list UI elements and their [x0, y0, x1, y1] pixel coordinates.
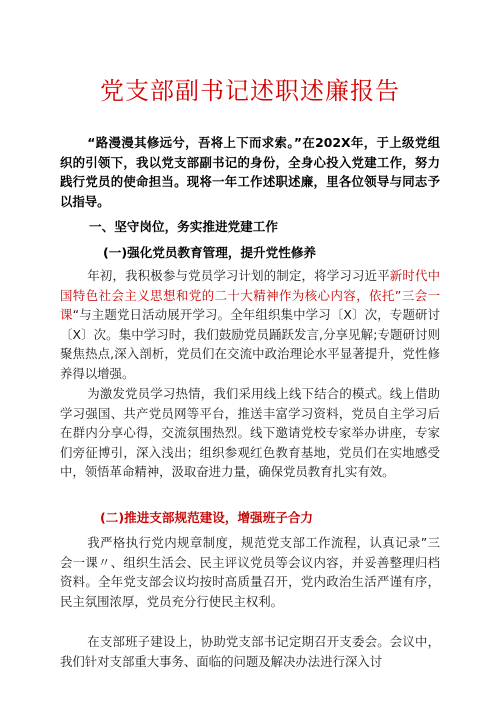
paragraph-1-text-a: 年初，我积极参与党员学习计划的制定，将学习习近平: [87, 268, 390, 283]
paragraph-3: 我严格执行党内规章制度，规范党支部工作流程，认真记录”三会一课〃、组织生活会、民主评议党员等会议内容，并妥善整理归档资料。全年党支部会议均按时高质量召开，党内政治生活严谨有序，民主氛围浓厚，党员充分行使民主权利。: [60, 535, 440, 609]
section-1-heading: 一、坚守岗位，务实推进党建工作: [89, 219, 278, 234]
paragraph-1-text-b: “与主题党日活动展开学习。全年组织集中学习〔X〕次，专题研讨〔X〕次。集中学习时，我们鼓励党员踊跃发言,分享见解;专题研讨则聚焦热点,深入剖析，党员们在交流中政治理论水平显著提升，党性修养得以增强。: [60, 307, 440, 381]
paragraph-1: [60, 266, 440, 383]
subsection-1-heading: (一)强化党员教育管理，提升党性修养: [103, 245, 317, 260]
paragraph-1-red-text: 新时代中国特色社会主义思想和党的二十大精神作为核心内容，依托”三会一课: [60, 268, 441, 322]
document-title: 党支部副书记述职述廉报告: [100, 77, 400, 105]
paragraph-4: 在支部班子建设上，协助党支部书记定期召开支委会。会议中，我们针对支部重大事务、面临的问题及解决办法进行深入讨: [60, 634, 440, 669]
subsection-2-heading: (二)推进支部规范建设，增强班子合力: [100, 510, 314, 525]
intro-paragraph: “路漫漫其修远兮，吾将上下而求索。”在202X年，于上级党组织的引领下，我以党支部副书记的身份，全身心投入党建工作，努力践行党员的使命担当。现将一年工作述职述廉，里各位领导与同志予以指导。: [60, 135, 440, 209]
paragraph-2: 为激发党员学习热情，我们采用线上线下结合的模式。线上借助学习强国、共产党员网等平台，推送丰富学习资料，党员自主学习后在群内分享心得，交流氛围热烈。线下邀请党校专家举办讲座，专家们旁征博引，深入浅出；组织参观红色教育基地，党员们在实地感受中，领悟革命精神，汲取奋进力量，确保党员教育扎实有效。: [60, 386, 440, 479]
